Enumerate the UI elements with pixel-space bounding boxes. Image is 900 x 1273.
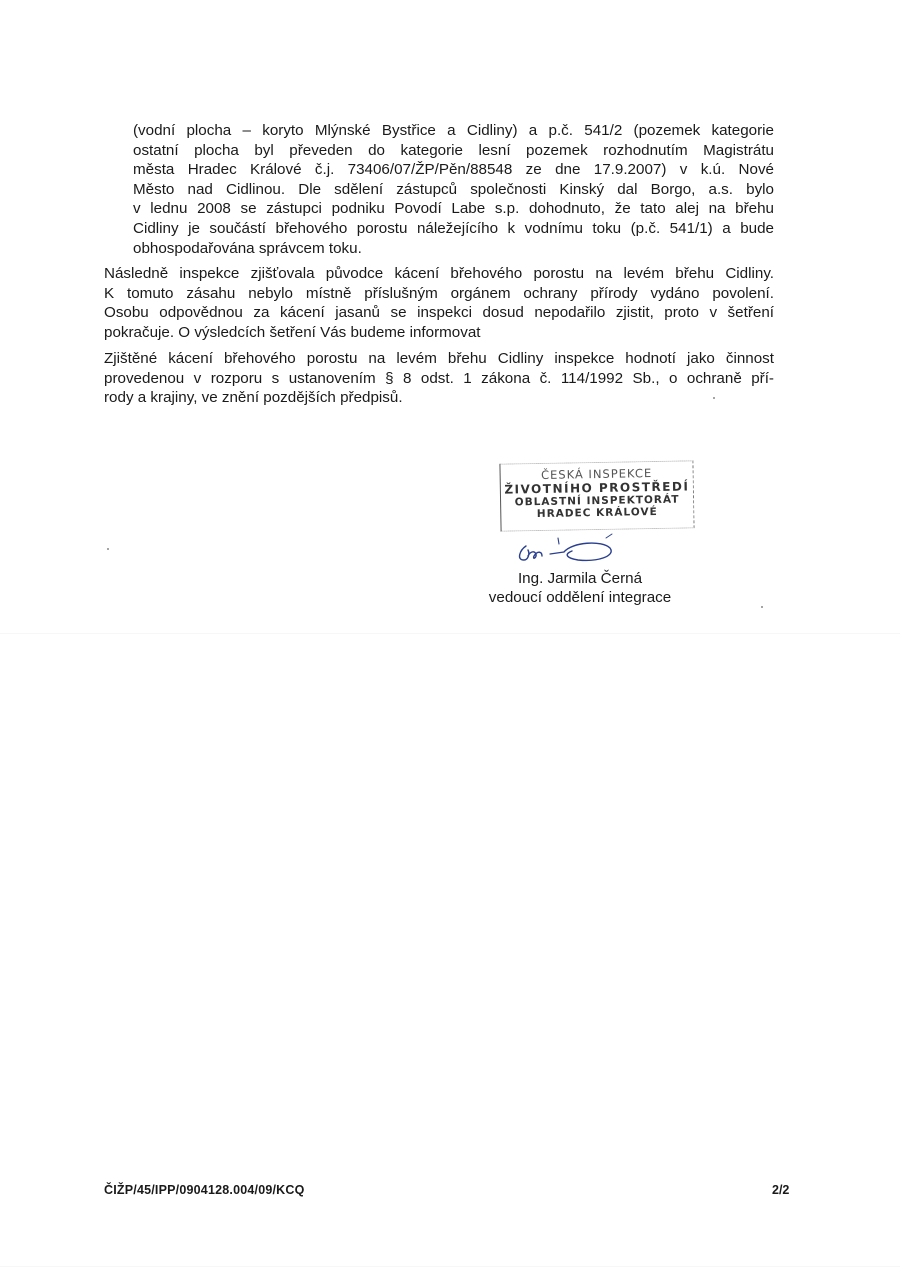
text-line: ostatní plocha byl převeden do kategorie lesní pozemek rozhodnutím Magistrátu: [133, 141, 774, 159]
signatory-name: Ing. Jarmila Černá: [517, 570, 643, 587]
text-line: pokračuje. O výsledcích šetření Vás budeme informovat: [104, 323, 481, 341]
handwritten-signature: [512, 532, 622, 566]
text-line: Osobu odpovědnou za kácení jasanů se inspekci dosud nepodařilo zjistit, proto v šetření: [104, 304, 774, 322]
text-line: provedenou v rozporu s ustanovením § 8 odst. 1 zákona č. 114/1992 Sb., o ochraně pří-: [104, 369, 774, 387]
text-line: K tomuto zásahu nebylo místně příslušným orgánem ochrany přírody vydáno povolení.: [104, 284, 774, 302]
paragraph-land-category: [133, 121, 774, 258]
document-reference: ČIŽP/45/IPP/0904128.004/09/KCQ: [104, 1183, 305, 1197]
stamp-line: ČESKÁ INSPEKCE: [540, 466, 653, 482]
text-line: Cidliny je součástí břehového porostu náležejícího k vodnímu toku (p.č. 541/1) a bude: [133, 219, 774, 237]
text-line: obhospodařována správcem toku.: [133, 239, 362, 257]
paragraph-assessment: [104, 349, 774, 408]
scan-speck: [713, 397, 715, 399]
scan-artifact: [0, 1266, 900, 1267]
text-line: rody a krajiny, ve znění pozdějších předpisů.: [104, 389, 403, 407]
stamp-line: OBLASTNÍ INSPEKTORÁT: [514, 493, 680, 509]
scan-speck: [107, 548, 109, 550]
text-line: (vodní plocha – koryto Mlýnské Bystřice a Cidliny) a p.č. 541/2 (pozemek kategorie: [133, 122, 774, 139]
stamp-line: HRADEC KRÁLOVÉ: [536, 505, 658, 521]
text-line: Zjištěné kácení břehového porostu na levém břehu Cidliny inspekce hodnotí jako činnost: [104, 350, 774, 367]
scan-artifact: [0, 633, 900, 634]
text-line: města Hradec Králové č.j. 73406/07/ŽP/Pěn/88548 ze dne 17.9.2007) v k.ú. Nové: [133, 161, 774, 179]
stamp-line: ŽIVOTNÍHO PROSTŘEDÍ: [504, 479, 690, 497]
page-number: 2/2: [772, 1183, 790, 1197]
official-stamp: [499, 460, 694, 531]
text-line: v lednu 2008 se zástupci podniku Povodí Labe s.p. dohodnuto, že tato alej na břehu: [133, 200, 774, 218]
text-line: Město nad Cidlinou. Dle sdělení zástupců společnosti Kinský dal Borgo, a.s. bylo: [133, 180, 774, 198]
scan-speck: [761, 606, 763, 608]
text-line: Následně inspekce zjišťovala původce kácení břehového porostu na levém břehu Cidliny.: [104, 265, 774, 282]
paragraph-investigation: [104, 264, 774, 342]
signatory-role: vedoucí oddělení integrace: [488, 589, 672, 606]
